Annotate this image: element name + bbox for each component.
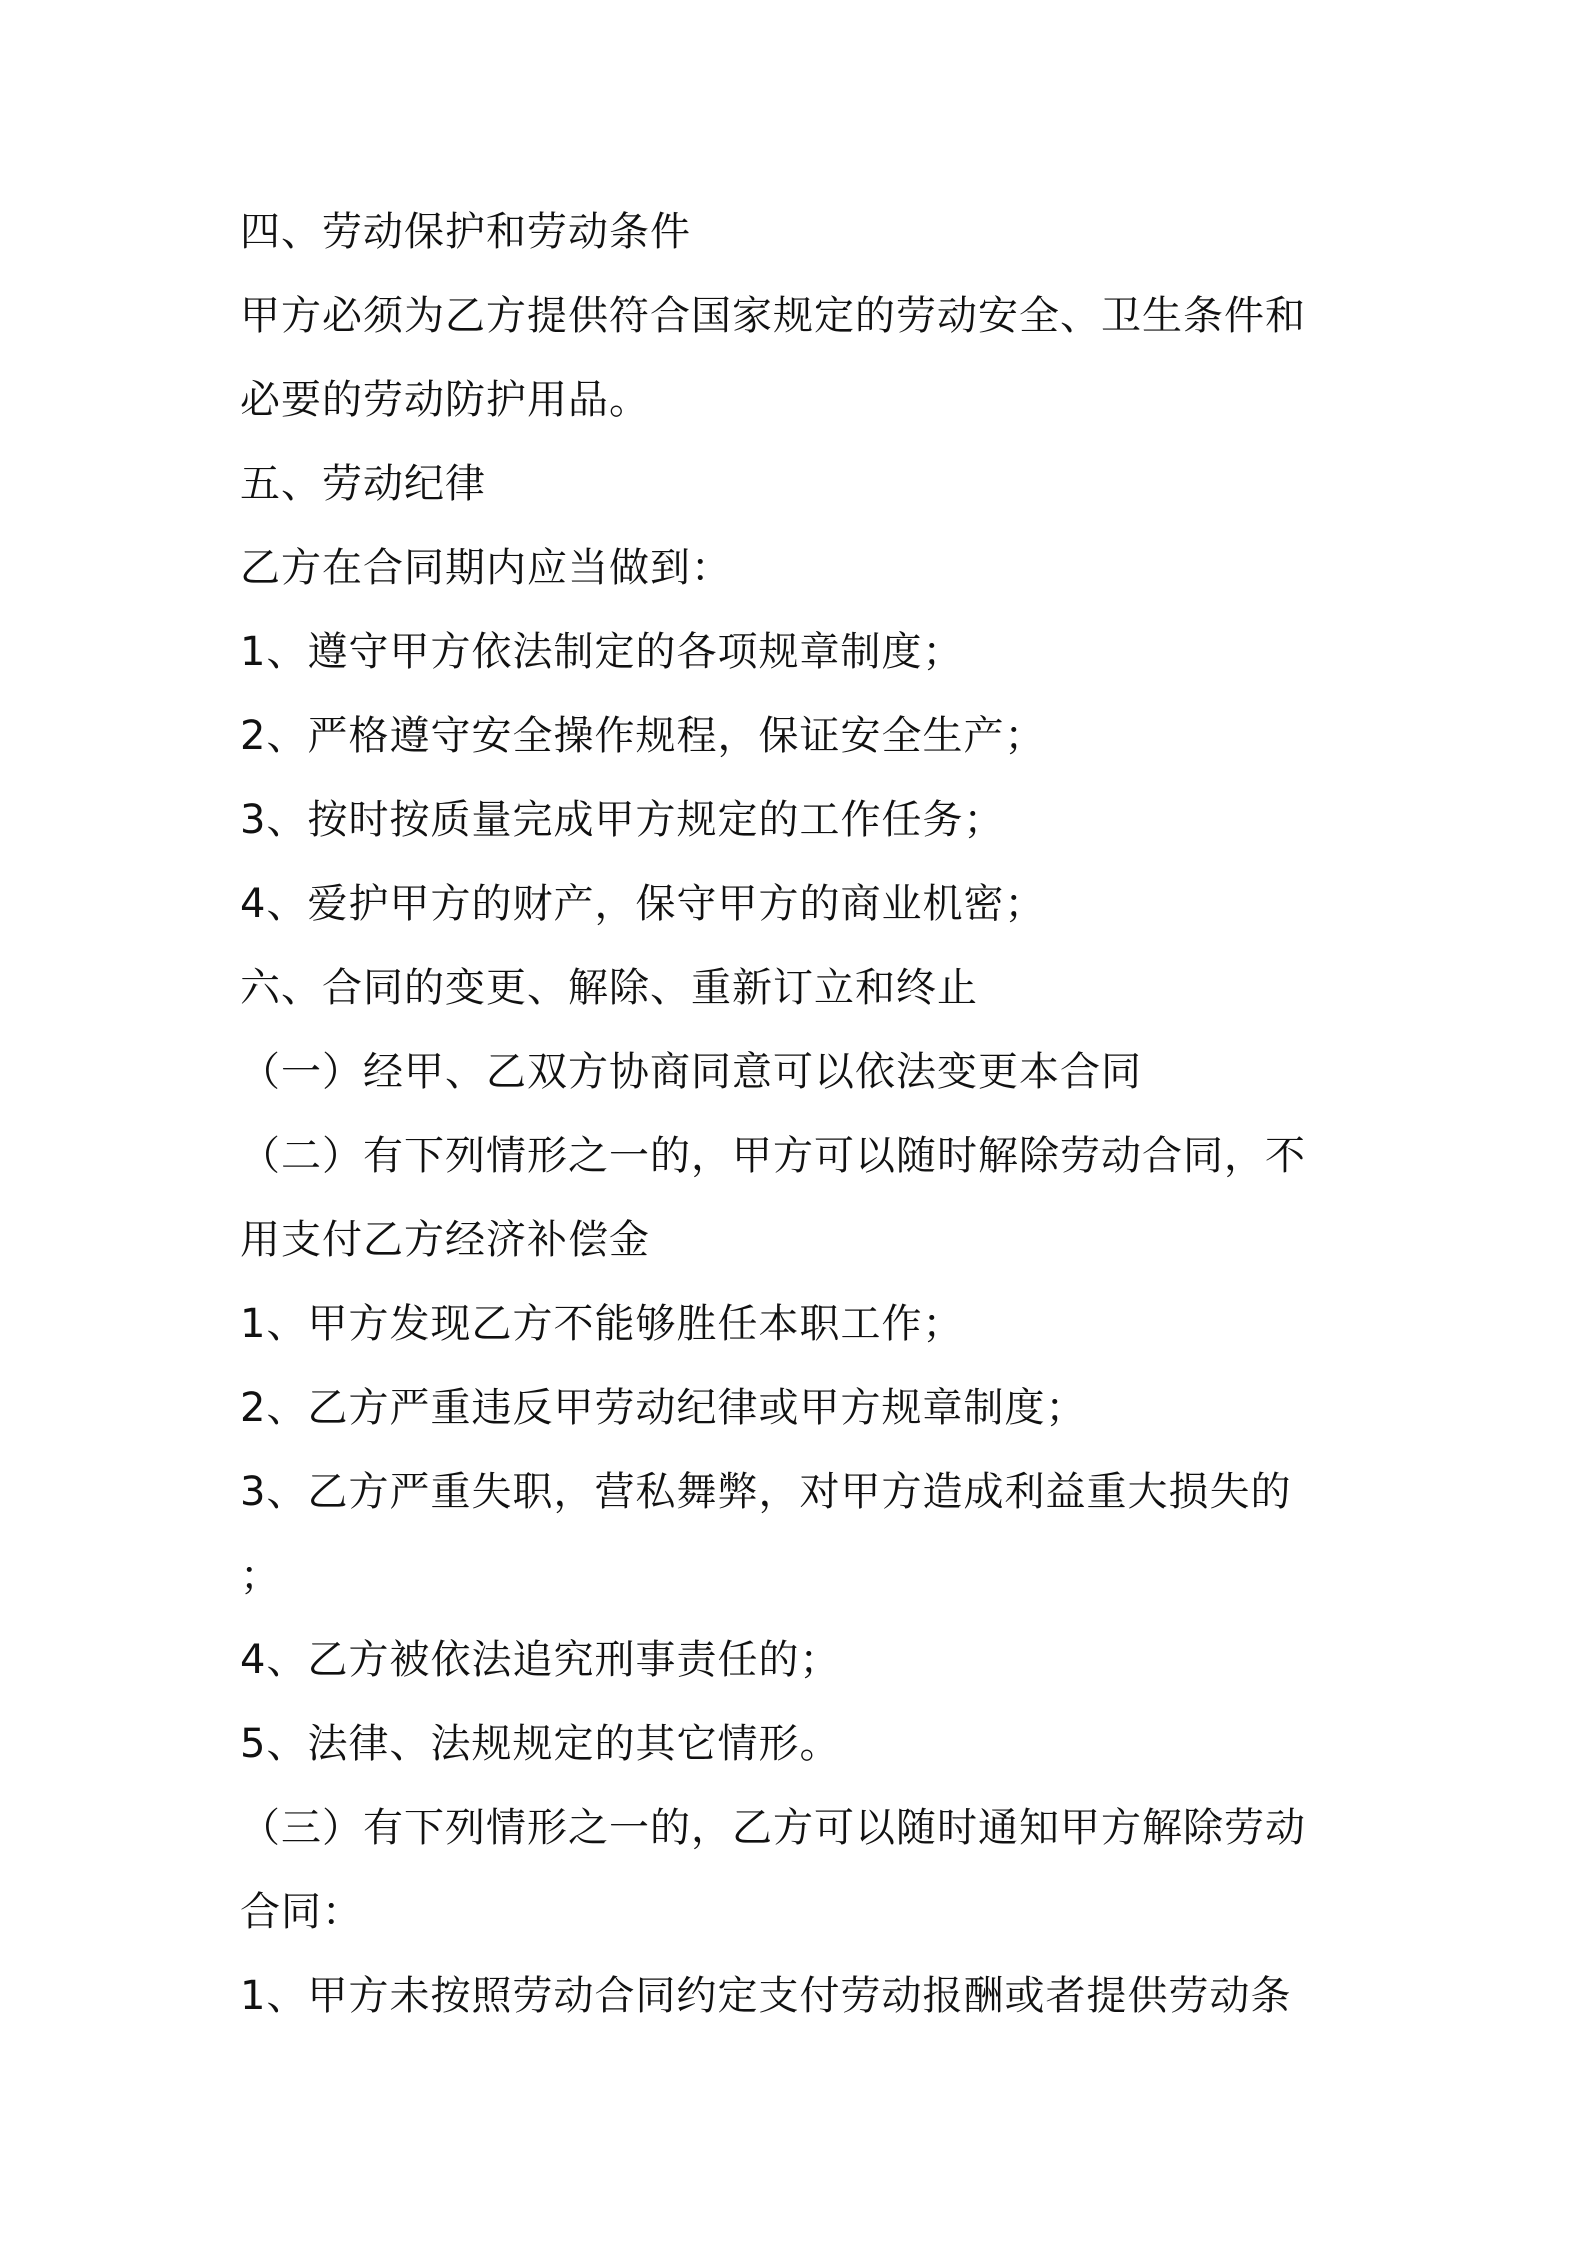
document-body xyxy=(240,190,1360,2038)
list-item: 3、按时按质量完成甲方规定的工作任务； xyxy=(240,797,1005,843)
paragraph-line: 乙方在合同期内应当做到： xyxy=(240,545,732,591)
section-heading-labor-protection: 四、劳动保护和劳动条件 xyxy=(240,209,691,255)
paragraph-line: 用支付乙方经济补偿金 xyxy=(240,1217,650,1263)
list-item: 1、甲方发现乙方不能够胜任本职工作； xyxy=(240,1301,964,1347)
list-item: 4、爱护甲方的财产，保守甲方的商业机密； xyxy=(240,881,1046,927)
list-item: 1、甲方未按照劳动合同约定支付劳动报酬或者提供劳动条 xyxy=(240,1973,1292,2019)
list-item: 2、乙方严重违反甲劳动纪律或甲方规章制度； xyxy=(240,1385,1087,1431)
clause-line: （一）经甲、乙双方协商同意可以依法变更本合同 xyxy=(240,1049,1142,1095)
list-item: 2、严格遵守安全操作规程，保证安全生产； xyxy=(240,713,1046,759)
list-item: 5、法律、法规规定的其它情形。 xyxy=(240,1721,841,1767)
paragraph-line: ； xyxy=(240,1553,281,1599)
clause-line: （二）有下列情形之一的，甲方可以随时解除劳动合同，不 xyxy=(240,1133,1306,1179)
paragraph-line: 必要的劳动防护用品。 xyxy=(240,377,650,423)
list-item: 3、乙方严重失职，营私舞弊，对甲方造成利益重大损失的 xyxy=(240,1469,1292,1515)
section-heading-labor-discipline: 五、劳动纪律 xyxy=(240,461,486,507)
list-item: 1、遵守甲方依法制定的各项规章制度； xyxy=(240,629,964,675)
clause-line: （三）有下列情形之一的，乙方可以随时通知甲方解除劳动 xyxy=(240,1805,1306,1851)
section-heading-contract-changes: 六、合同的变更、解除、重新订立和终止 xyxy=(240,965,978,1011)
paragraph-line: 合同： xyxy=(240,1889,363,1935)
paragraph-line: 甲方必须为乙方提供符合国家规定的劳动安全、卫生条件和 xyxy=(240,293,1306,339)
list-item: 4、乙方被依法追究刑事责任的； xyxy=(240,1637,841,1683)
